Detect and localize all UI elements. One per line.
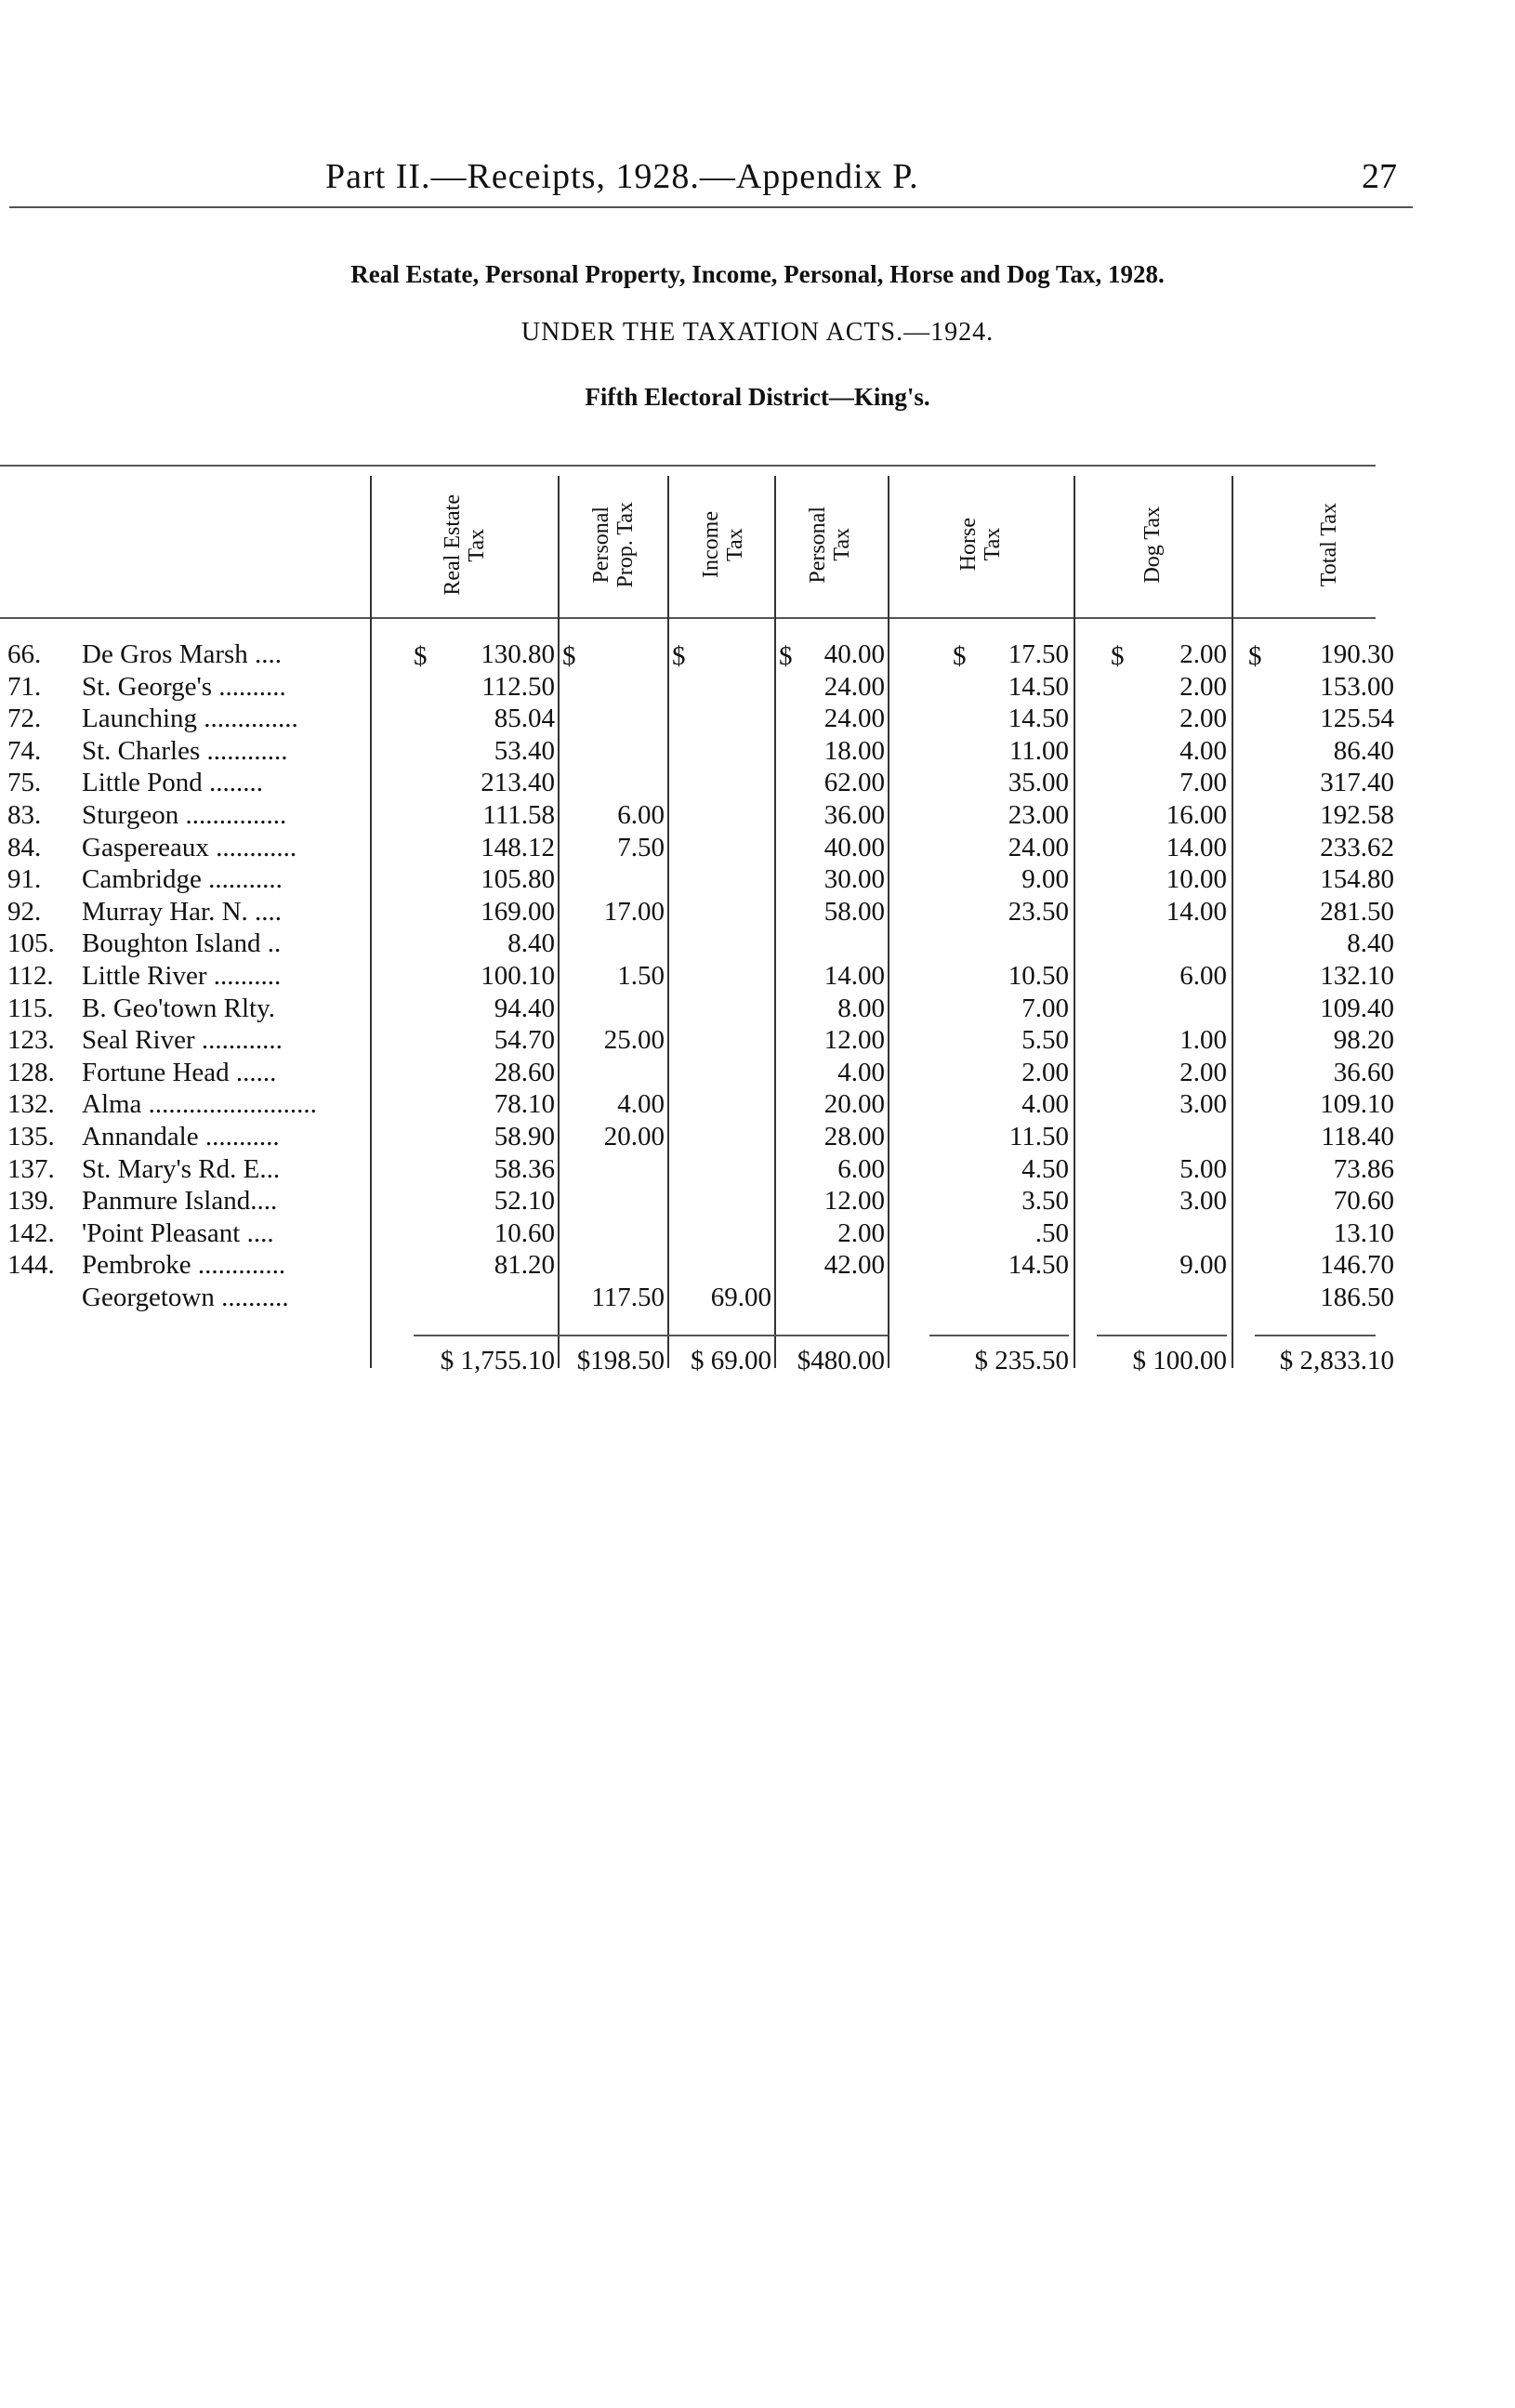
cell-real-estate: 53.40 (494, 735, 555, 766)
cell-dog: 2.00 (1179, 671, 1227, 702)
cell-personal: 58.00 (823, 896, 885, 927)
table-row (0, 833, 1515, 865)
cell-personal-prop: 7.50 (617, 832, 665, 862)
row-name: De Gros Marsh .... (82, 639, 283, 669)
row-name: Boughton Island .. (82, 928, 282, 959)
row-number: 91. (7, 864, 42, 895)
cell-personal-prop: 1.50 (617, 961, 665, 991)
cell-real-estate: 100.10 (481, 961, 555, 991)
row-number: 105. (7, 928, 55, 959)
cell-personal: 4.00 (837, 1057, 885, 1087)
cell-dog: 3.00 (1179, 1186, 1227, 1217)
table-row (0, 961, 1515, 993)
cell-dog: 2.00 (1179, 704, 1227, 734)
column-header-income: Income Tax (699, 511, 747, 578)
row-number: 84. (7, 832, 42, 862)
cell-horse: 23.00 (1008, 800, 1069, 830)
cell-real-estate: 213.40 (481, 768, 555, 798)
cell-real-estate: 94.40 (494, 993, 555, 1023)
cell-horse: 14.50 (1008, 671, 1069, 702)
cell-horse: 7.00 (1021, 993, 1069, 1023)
cell-dog: 14.00 (1166, 896, 1227, 927)
total-rule (1097, 1335, 1227, 1336)
total-rule (1255, 1335, 1376, 1336)
table-row (0, 897, 1515, 929)
cell-total: 317.40 (1320, 768, 1394, 798)
column-header-real-estate: Real Estate Tax (441, 493, 489, 596)
table-row (0, 1186, 1515, 1218)
row-name: Panmure Island.... (82, 1186, 278, 1217)
cell-personal: 8.00 (837, 993, 885, 1023)
cell-personal: 40.00 (823, 832, 885, 862)
row-number: 142. (7, 1217, 55, 1248)
dollar-sign: $ (414, 641, 428, 671)
cell-total: 73.86 (1333, 1153, 1394, 1184)
cell-personal: 12.00 (823, 1025, 885, 1056)
cell-dog: 6.00 (1179, 961, 1227, 991)
dollar-sign: $ (672, 641, 686, 671)
cell-real-estate: 111.58 (482, 800, 555, 830)
cell-personal: 6.00 (837, 1153, 885, 1184)
cell-horse: 23.50 (1008, 896, 1069, 927)
column-header-personal-prop: Personal Prop. Tax (589, 501, 638, 588)
dollar-sign: $ (1248, 641, 1262, 671)
cell-dog: 4.00 (1179, 735, 1227, 766)
cell-total: 13.10 (1333, 1217, 1394, 1248)
cell-horse: 24.00 (1008, 832, 1069, 862)
cell-total: 109.10 (1320, 1089, 1394, 1120)
table-head-rule (0, 617, 1376, 619)
cell-real-estate: 81.20 (494, 1250, 555, 1281)
table-row (0, 1154, 1515, 1187)
total-personal-prop: $198.50 (576, 1346, 665, 1375)
table-subtitle: UNDER THE TAXATION ACTS.—1924. (520, 318, 995, 347)
cell-horse: 5.50 (1021, 1025, 1069, 1056)
cell-income: 69.00 (710, 1283, 771, 1312)
page-title: Part II.—Receipts, 1928.—Appendix P. (325, 157, 919, 196)
table-row (0, 1122, 1515, 1154)
cell-personal-prop: 117.50 (591, 1283, 665, 1312)
table-row (0, 993, 1515, 1026)
row-name: St. Mary's Rd. E... (82, 1153, 281, 1184)
cell-total: 132.10 (1320, 961, 1394, 991)
total-real-estate: $ 1,755.10 (440, 1346, 555, 1375)
row-number: 74. (7, 735, 42, 766)
cell-real-estate: 58.36 (494, 1153, 555, 1184)
total-dog: $ 100.00 (1132, 1346, 1227, 1375)
table-row (0, 864, 1515, 897)
cell-real-estate: 78.10 (494, 1089, 555, 1120)
cell-total: 70.60 (1333, 1186, 1394, 1217)
row-name: B. Geo'town Rlty. (82, 993, 275, 1023)
cell-horse: 10.50 (1008, 961, 1069, 991)
cell-real-estate: 28.60 (494, 1057, 555, 1087)
table-row (0, 736, 1515, 769)
cell-real-estate: 85.04 (494, 704, 555, 734)
cell-personal: 20.00 (823, 1089, 885, 1120)
row-number: 139. (7, 1186, 55, 1217)
column-header-dog: Dog Tax (1140, 506, 1165, 584)
dollar-sign: $ (562, 641, 576, 671)
row-name: Little River .......... (82, 961, 282, 991)
table-row (0, 704, 1515, 736)
cell-personal: 24.00 (823, 704, 885, 734)
cell-real-estate: 130.80 (481, 639, 555, 669)
row-number: 135. (7, 1122, 55, 1151)
cell-personal-prop: 20.00 (603, 1122, 665, 1151)
cell-total: 118.40 (1321, 1122, 1394, 1151)
total-rule (929, 1335, 1069, 1336)
row-name: St. George's .......... (82, 671, 286, 702)
row-name: Alma ......................... (82, 1089, 317, 1120)
table-row (0, 1025, 1515, 1058)
cell-real-estate: 8.40 (507, 928, 555, 959)
row-name: Sturgeon ............... (82, 800, 287, 830)
total-personal: $480.00 (797, 1346, 885, 1375)
row-name: Murray Har. N. .... (82, 896, 283, 927)
table-title: Real Estate, Personal Property, Income, Personal, Horse and Dog Tax, 1928. (350, 260, 1165, 288)
cell-personal: 42.00 (823, 1250, 885, 1281)
row-number: 83. (7, 800, 42, 830)
row-name: Georgetown .......... (82, 1283, 289, 1312)
row-name: St. Charles ............ (82, 735, 288, 766)
row-name: Annandale ........... (82, 1122, 280, 1151)
cell-total: 190.30 (1320, 639, 1394, 669)
cell-real-estate: 148.12 (481, 832, 555, 862)
cell-personal: 12.00 (823, 1186, 885, 1217)
cell-dog: 2.00 (1179, 1057, 1227, 1087)
cell-total: 153.00 (1320, 671, 1394, 702)
row-number: 137. (7, 1153, 55, 1184)
row-number: 71. (7, 671, 42, 702)
table-row (0, 639, 1515, 672)
table-top-rule (0, 465, 1376, 467)
table-row (0, 1218, 1515, 1251)
table-row (0, 1089, 1515, 1122)
cell-dog: 9.00 (1179, 1250, 1227, 1281)
cell-personal: 14.00 (823, 961, 885, 991)
table-row (0, 672, 1515, 704)
totals-row (0, 1346, 1515, 1379)
cell-dog: 1.00 (1179, 1025, 1227, 1056)
table-row (0, 768, 1515, 800)
cell-dog: 2.00 (1179, 639, 1227, 669)
cell-personal: 28.00 (823, 1122, 885, 1151)
cell-total: 109.40 (1320, 993, 1394, 1023)
row-name: Seal River ............ (82, 1025, 283, 1056)
table-row (0, 1058, 1515, 1090)
cell-real-estate: 54.70 (494, 1025, 555, 1056)
cell-dog: 7.00 (1179, 768, 1227, 798)
cell-personal: 24.00 (823, 671, 885, 702)
row-number: 144. (7, 1250, 55, 1281)
table-row (0, 928, 1515, 961)
cell-total: 146.70 (1320, 1250, 1394, 1281)
cell-personal-prop: 6.00 (617, 800, 665, 830)
cell-horse: 4.00 (1021, 1089, 1069, 1120)
row-number: 92. (7, 896, 42, 927)
cell-total: 125.54 (1320, 704, 1394, 734)
cell-personal: 36.00 (823, 800, 885, 830)
cell-horse: 3.50 (1021, 1186, 1069, 1217)
cell-total: 281.50 (1320, 896, 1394, 927)
cell-horse: 14.50 (1008, 1250, 1069, 1281)
cell-total: 233.62 (1320, 832, 1394, 862)
cell-horse: 17.50 (1008, 639, 1069, 669)
cell-dog: 10.00 (1166, 864, 1227, 895)
page-number: 27 (1362, 157, 1397, 196)
cell-personal-prop: 25.00 (603, 1025, 665, 1056)
cell-total: 186.50 (1320, 1283, 1394, 1312)
table-row (0, 1283, 1515, 1315)
cell-personal: 2.00 (837, 1217, 885, 1248)
cell-total: 86.40 (1333, 735, 1394, 766)
dollar-sign: $ (779, 641, 793, 671)
row-name: 'Point Pleasant .... (82, 1217, 274, 1248)
cell-dog: 3.00 (1179, 1089, 1227, 1120)
table-row (0, 800, 1515, 833)
cell-horse: 4.50 (1021, 1153, 1069, 1184)
total-rule (414, 1335, 888, 1336)
row-name: Fortune Head ...... (82, 1057, 277, 1087)
cell-real-estate: 52.10 (494, 1186, 555, 1217)
cell-personal: 18.00 (823, 735, 885, 766)
cell-total: 98.20 (1333, 1025, 1394, 1056)
row-number: 132. (7, 1089, 55, 1120)
cell-real-estate: 10.60 (494, 1217, 555, 1248)
total-total: $ 2,833.10 (1279, 1346, 1394, 1375)
cell-total: 154.80 (1320, 864, 1394, 895)
row-name: Gaspereaux ............ (82, 832, 297, 862)
column-header-total: Total Tax (1317, 502, 1341, 587)
row-number: 72. (7, 704, 42, 734)
cell-personal: 62.00 (823, 768, 885, 798)
total-horse: $ 235.50 (974, 1346, 1069, 1375)
row-number: 75. (7, 768, 42, 798)
cell-horse: 35.00 (1008, 768, 1069, 798)
row-name: Cambridge ........... (82, 864, 283, 895)
cell-personal-prop: 17.00 (603, 896, 665, 927)
row-number: 115. (7, 993, 54, 1023)
cell-total: 192.58 (1320, 800, 1394, 830)
dollar-sign: $ (1111, 641, 1125, 671)
cell-horse: 2.00 (1021, 1057, 1069, 1087)
cell-dog: 5.00 (1179, 1153, 1227, 1184)
column-header-horse: Horse Tax (956, 518, 1005, 572)
page-header (0, 156, 1515, 212)
cell-personal-prop: 4.00 (617, 1089, 665, 1120)
cell-horse: 11.50 (1008, 1122, 1069, 1151)
table-row (0, 1250, 1515, 1283)
cell-horse: 11.00 (1008, 735, 1069, 766)
total-income: $ 69.00 (691, 1346, 771, 1375)
row-number: 128. (7, 1057, 55, 1087)
cell-personal: 40.00 (823, 639, 885, 669)
cell-horse: 14.50 (1008, 704, 1069, 734)
row-name: Little Pond ........ (82, 768, 263, 798)
row-number: 112. (7, 961, 54, 991)
row-number: 123. (7, 1025, 55, 1056)
cell-horse: 9.00 (1021, 864, 1069, 895)
row-number: 66. (7, 639, 42, 669)
cell-total: 36.60 (1333, 1057, 1394, 1087)
cell-personal: 30.00 (823, 864, 885, 895)
cell-real-estate: 169.00 (481, 896, 555, 927)
header-rule (9, 206, 1413, 208)
cell-dog: 16.00 (1166, 800, 1227, 830)
row-name: Launching .............. (82, 704, 298, 734)
dollar-sign: $ (953, 641, 967, 671)
row-name: Pembroke ............. (82, 1250, 286, 1281)
cell-real-estate: 112.50 (481, 671, 555, 702)
cell-real-estate: 58.90 (494, 1122, 555, 1151)
cell-horse: .50 (1034, 1217, 1069, 1248)
cell-total: 8.40 (1347, 928, 1394, 959)
cell-dog: 14.00 (1166, 832, 1227, 862)
column-header-personal: Personal Tax (806, 506, 854, 584)
cell-real-estate: 105.80 (481, 864, 555, 895)
district-title: Fifth Electoral District—King's. (585, 383, 930, 411)
